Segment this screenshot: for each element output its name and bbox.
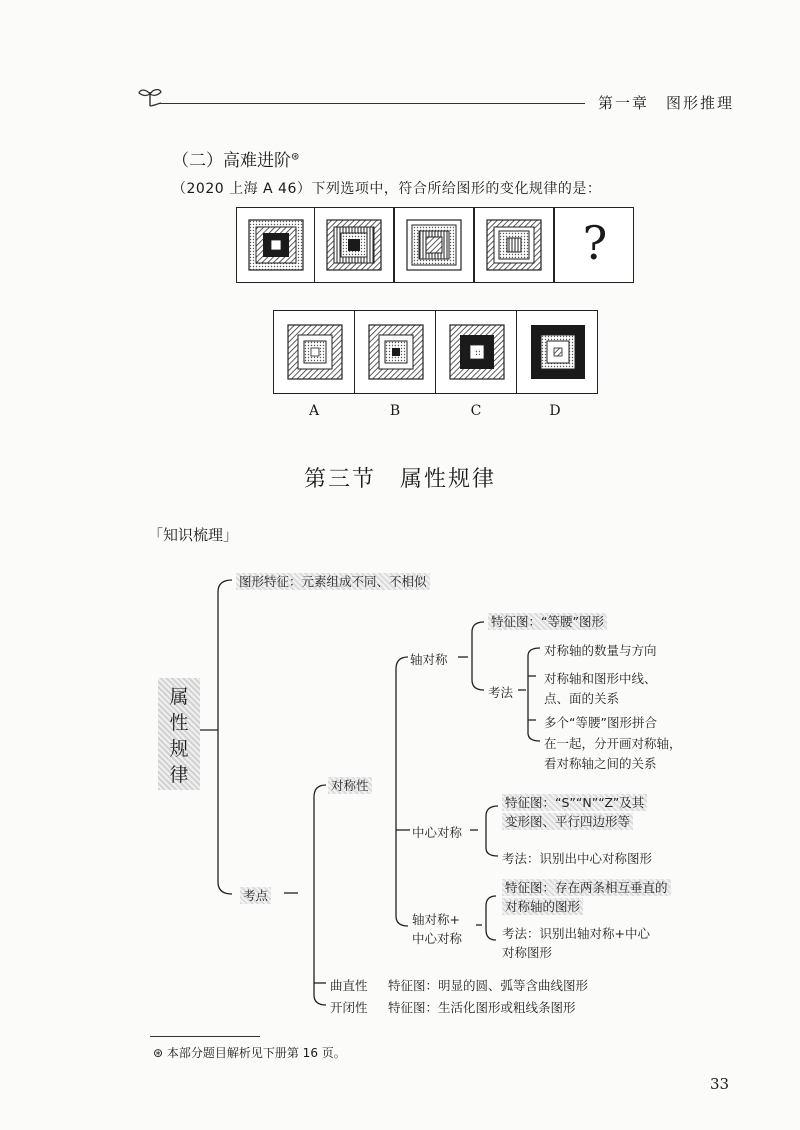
side-char: 性 xyxy=(169,712,189,734)
node-kaodian: 考点 xyxy=(240,887,271,904)
option-c-label[interactable]: C xyxy=(470,403,482,419)
node-both-kaofa-a: 考法：识别出轴对称+中心 xyxy=(502,926,650,941)
node-both-feature-a: 特征图：存在两条相互垂直的 xyxy=(502,879,671,896)
node-both-a: 轴对称+ xyxy=(412,912,460,927)
section-heading: 第三节 属性规律 xyxy=(303,467,496,492)
node-curvature: 曲直性 xyxy=(330,978,368,993)
node-axial-k3a: 多个“等腰”图形拼合 xyxy=(544,715,657,730)
side-label xyxy=(166,684,192,788)
node-openness: 开闭性 xyxy=(330,1000,368,1015)
footnote-mark: ⊛ xyxy=(291,151,300,163)
footnote: ⊛ 本部分题目解析见下册第 16 页。 xyxy=(153,1046,346,1060)
node-axial-k3c: 看对称轴之间的关系 xyxy=(544,756,657,771)
question-text: （2020 上海 A 46）下列选项中，符合所给图形的变化规律的是： xyxy=(172,181,602,197)
node-axial: 轴对称 xyxy=(410,652,448,667)
node-both-feature-b: 对称轴的图形 xyxy=(502,898,583,915)
page-number: 33 xyxy=(710,1075,730,1093)
node-axial-k1: 对称轴的数量与方向 xyxy=(544,643,657,658)
side-char: 规 xyxy=(169,738,189,760)
node-openness-feature: 特征图：生活化图形或粗线条图形 xyxy=(388,1000,576,1015)
chapter-title: 第一章 图形推理 xyxy=(598,94,735,112)
node-axial-feature: 特征图：“等腰”图形 xyxy=(488,613,607,630)
node-curvature-feature: 特征图：明显的圆、弧等含曲线图形 xyxy=(388,978,589,993)
node-axial-k3b: 在一起，分开画对称轴， xyxy=(544,736,682,751)
question-mark: ? xyxy=(582,216,608,270)
option-d-label[interactable]: D xyxy=(549,403,561,419)
node-feature: 图形特征：元素组成不同、不相似 xyxy=(236,573,430,590)
node-both-b: 中心对称 xyxy=(412,931,463,946)
knowledge-label: 「知识梳理」 xyxy=(148,526,239,544)
side-char: 律 xyxy=(169,764,189,786)
node-both-kaofa-b: 对称图形 xyxy=(502,945,553,960)
footnote-rule xyxy=(150,1036,260,1037)
node-central-feature-b: 变形图、平行四边形等 xyxy=(502,813,633,830)
node-central: 中心对称 xyxy=(412,825,463,840)
option-b-label[interactable]: B xyxy=(389,403,401,419)
node-symmetry: 对称性 xyxy=(328,777,372,794)
side-char: 属 xyxy=(169,686,189,708)
node-central-kaofa: 考法：识别出中心对称图形 xyxy=(502,851,653,866)
option-a-label[interactable]: A xyxy=(308,403,320,419)
section-title-text: （二）高难进阶 xyxy=(172,151,291,171)
node-axial-k2a: 对称轴和图形中线、 xyxy=(544,671,657,686)
node-axial-kaofa: 考法 xyxy=(488,685,514,700)
node-axial-k2b: 点、面的关系 xyxy=(544,691,620,706)
node-central-feature-a: 特征图：“S”“N”“Z”及其 xyxy=(502,794,647,811)
